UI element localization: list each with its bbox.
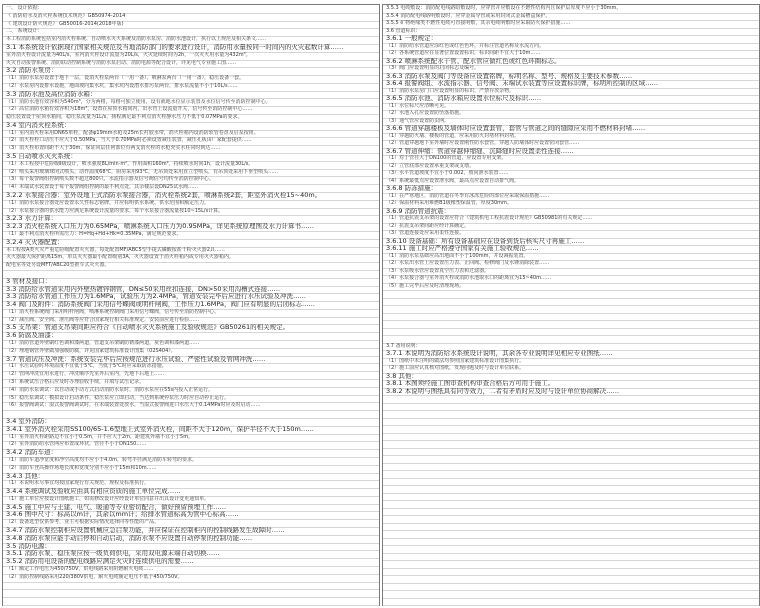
note-text: （2）减压阀、安全阀、泄压阀等应符合国家现行相关标准规定，安装前应进行检验…… <box>6 316 200 323</box>
note-text: 《 建筑设计防火规范》 GB50016-2014(2018年版) <box>6 20 124 27</box>
note-text: （3）水平管道坡度不宜小于0.002，坡向泄水装置…… <box>386 170 509 176</box>
note-text: 3.8 其他： <box>386 372 418 380</box>
note-text: （5）施工完毕后应及时清理现场。 <box>386 282 465 289</box>
note-text: 3.6.8 防冻措施： <box>386 185 438 192</box>
note-text: 3.5 支吊架：管道支吊架间距应符合《自动喷水灭火系统施工及验收规范》GB50261的相关规定。 <box>6 324 290 332</box>
note-text: 3.6.6 管道穿越楼板及墙体时应设置套管，套管与管道之间的缝隙应采用不燃材料封堵…… <box>386 125 646 132</box>
note-text: 火灾自动报警系统、消防联动控制系统与消防水泵启动、消防电源等配合设计，详见电气专业施工图…… <box>6 59 237 66</box>
note-text: 3.5 自动喷水灭火系统： <box>6 153 77 161</box>
note-text: （2）水池入孔应设置防坠落措施。 <box>386 110 465 116</box>
note-text: （1）消防水泵接合器处应设置永久性标志铭牌，并应标明供水系统、供水范围和额定压力。 <box>6 199 210 206</box>
note-text: （1）图纸中未注明的做法均参照国家建筑标准设计图集执行。 <box>386 357 525 364</box>
note-text: （4）末端试水装置设于每个报警阀组控制的最不利点处，其余楼层设DN25试水阀…… <box>6 184 199 191</box>
note-text: （4）消防水泵调试：以自动或手动方式启动消防水泵时，消防水泵应在55s内投入正常运行。 <box>6 386 214 393</box>
note-text: 3.5.1 消防水泵、稳压泵应按一级负荷供电，采用双电源末端自动切换…… <box>6 550 220 558</box>
note-text: 3.6.4 报警阀组、水流指示器、信号阀、末端试水装置等应设置标识牌，标明所控制的区域…… <box>386 80 659 87</box>
note-text: 3.4.7 消防水泵控制柜应设置机械应急启泵功能，并应保证在控制柜内的控制线路发生故障时…… <box>6 527 285 535</box>
note-text: （2）保温材料采用难燃B1级橡塑保温管，厚度30mm。 <box>386 200 512 206</box>
note-text: 3.3 消防给水管道采用内外壁热镀锌钢管，DN≤50采用丝扣连接，DN>50采用沟槽式连接…… <box>6 285 281 293</box>
note-text: （1）施工单位应按设计图纸施工，如需修改设计应经设计单位同意并出具设计变更通知单。 <box>6 495 210 502</box>
note-text: 3 管材及接口： <box>6 277 52 285</box>
note-text: 3.4.6 图中尺寸：标高以m计，其余以mm计；给排水管道标高为管中心标高…… <box>6 511 239 519</box>
note-text: 3.2.3 水力计算： <box>6 215 58 223</box>
note-text: 3.5.2 消防用电设备的配电线路应满足火灾时连续供电的需要…… <box>6 558 194 566</box>
note-text: （1）消防水泵基础应高出地面不小于100mm，并设减振装置。 <box>386 252 529 259</box>
note-text: 稳压装置设于屋顶水箱间，稳压泵流量为1L/s，扬程满足最不利点消火栓静水压力不低于0.07MPa的要求。 <box>6 114 243 121</box>
note-text: 室外消火栓设计流量为40L/s，室内消火栓设计流量为20L/s，火灾延续时间为2h，一次灭火用水量为432m³。 <box>6 51 251 58</box>
note-text: 3.8.1 本图须经施工图审查机构审查合格后方可用于施工。 <box>386 380 555 387</box>
note-text: （1）消防水泵房设置于地下一层，设消火栓泵两台（一用一备）、喷淋泵两台（一用一备），稳压设备一套。 <box>6 75 245 82</box>
note-text: （2）抗震支吊架间距应经计算确定。 <box>386 222 470 229</box>
note-text: （3）水泵吸水管应设置真空压力表和过滤器。 <box>386 267 490 274</box>
right-notes-column <box>382 4 760 606</box>
note-text: （2）水泵接合器的供水能力应满足系统设计流量的要求，每个水泵接合器流量按10~15L/s计算。 <box>6 207 224 214</box>
note-row <box>3 597 379 606</box>
note-text: 3.4.2 消防车道： <box>6 449 58 457</box>
note-text: （6）报警阀调试：湿式报警阀调试时，在末端装置处放水，当湿式报警阀进口水压大于0.14MPa时应及时启动…… <box>6 402 261 409</box>
note-text: （1）消防水泵房门口应设置明显的标识，严禁存放杂物。 <box>386 87 515 94</box>
note-text: 二、 系统设计： <box>6 28 43 35</box>
note-text: 3.6.3 消防水泵及阀门等设备应设置铭牌，标明名称、型号、规格及主要技术参数…… <box>386 72 633 80</box>
note-text: （2）各系统管道应在显著位置设置标识，标识间距不宜大于10m…… <box>386 50 541 56</box>
note-text: 3.6 防腐及油漆： <box>6 332 58 340</box>
note-text: （1）室内消火栓采用DN65单栓，配备φ19mm水枪及25m长衬胶水带，消火栓箱内设消防软管卷盘及启泵按钮。 <box>6 129 259 136</box>
note-text: （2）管道穿越地下室外墙时应设置刚性防水套管，穿越人防墙体时应设置密闭套管…… <box>386 140 580 146</box>
note-text: 3.4.3 其他： <box>6 472 45 480</box>
note-text: （1）消防管道外壁刷红色调和漆两道，管道支吊架刷防锈漆两道，灰色调和漆两道…… <box>6 340 200 347</box>
note-text: 一、 设计依据： <box>6 5 43 11</box>
note-text: 3.2.4 灭火器配置： <box>6 238 64 246</box>
note-text: 3.4 室内消火栓系统： <box>6 121 71 129</box>
note-text: 3.6.5 消防水池、消防水箱应设置水位标尺及标识…… <box>386 95 542 102</box>
note-text: 本工程消防系统包括室内消火栓系统、自动喷水灭火系统及消防水泵房、消防水池设计，执行以上规范及相关条文…… <box>6 36 267 43</box>
note-text: （1）最不利点消火栓所需压力：H=Hq+Hd+Hk=0.35MPa，满足规范要求。 <box>6 230 182 237</box>
note-text: （3）阀门应设置明显的启闭标志及编号。 <box>386 65 480 71</box>
note-text: 3.6.1 一般规定： <box>386 35 438 42</box>
note-text: 3.4.5 施工中应与土建、电气、暖通等专业密切配合，做好预留预埋工作…… <box>6 503 227 511</box>
note-text: 3.1 本系统设计依据现行国家相关规范及当地消防部门的要求进行设计，消防用水量按同一时间内的火灾起数计算…… <box>6 43 344 51</box>
note-text: 3.4 室外消防： <box>6 417 51 425</box>
note-text: 3.3 消防水池及高位消防水箱： <box>6 90 97 98</box>
note-text: （1）本工程按中危险级Ⅱ级设计，喷水强度8L/min·m²，作用面积160m²，持续喷水时间1h，设计流量30L/s。 <box>6 160 254 167</box>
note-text: （5）稳压泵调试：模拟设计启动条件，稳压泵应立即启动，当达到系统停泵压力时应自动停止运行。 <box>6 394 230 401</box>
note-text: 3.7 管道试压及冲洗：系统安装完毕后应按规范进行水压试验、严密性试验及管网冲洗…… <box>6 355 266 363</box>
note-text: 3.2.2 水泵接合器：室外设地上式消防水泵接合器，消火栓系统2套，喷淋系统2套，距室外消火栓15~40m。 <box>6 192 322 199</box>
note-text: （2）埋地钢管外壁做加强级防腐，详见国家建筑标准设计图集《02S404》。 <box>6 347 176 354</box>
note-text: 3.7.1 本说明为消防给水系统设计说明，其余各专业说明详见相应专业图纸…… <box>386 350 613 357</box>
note-text: （1）消防水池有效容积为540m³，分为两格，每格可独立使用，设有就地水位显示装置及水位信号传至消防控制中心。 <box>6 98 271 105</box>
note-text: （1）在严寒地区，消防管道在冬季有冰冻危险的部位应采取保温措施…… <box>386 192 550 199</box>
note-text: 3.5 消防电源： <box>6 542 51 550</box>
note-text: （1）消火栓系统阀门采用明杆闸阀，喷淋系统控制阀门采用信号蝶阀，信号传至消防控制中心。 <box>6 308 220 315</box>
note-text: （2）管网冲洗宜用水进行，冲洗顺序先室外后室内，先地下后地上…… <box>6 371 165 378</box>
note-text: （1）管道抗震支吊架的设置应符合《建筑机电工程抗震设计规范》GB50981的有关规定…… <box>386 215 593 221</box>
note-text: （1）消防给水管道应涂红色或红色色环，并标注管道名称及水流方向。 <box>386 42 545 49</box>
note-text: （2）设备选型仅供参考，业主可根据实际情况选择同等性能的产品。 <box>6 519 160 526</box>
note-text: 3.6.2 喷淋系统配水干管、配水管应做红色或红色环圈标志。 <box>386 57 561 65</box>
note-text: （3）每个报警阀组控制喷头数不超过800只，水流指示器及信号阀信号均传至消防控制中心。 <box>6 176 214 183</box>
note-text: 3.5.5 矿物绝缘类不燃性电缆可直接明敷，其余电缆明敷时应采取防火保护措施…… <box>386 20 571 26</box>
note-text: 本工程按A类火灾严重危险级配置灭火器，每处配置MF/ABC5型手提式磷酸铵盐干粉灭火器2具…… <box>6 246 225 253</box>
note-text: 3.6.9 消防管道抗震： <box>386 207 451 215</box>
note-text: （3）消火栓布置间距不大于30m，保证同层任何部位有两支消火栓的水枪充实水柱同时到达…… <box>6 145 221 152</box>
left-notes-column <box>2 4 380 606</box>
note-text: （3）通气管应设置防虫网。 <box>386 117 450 124</box>
note-text: （1）本说明未尽事宜均按国家现行有关规范、规程及标准执行。 <box>6 480 150 487</box>
note-text: （1）穿越防火墙、楼板的管道，应采用防火封堵材料封堵。 <box>386 132 520 139</box>
note-text: （2）水泵房内设排水设施，地面坡向集水坑，集水坑内设潜水排污泵两台，排水泵流量不小于10L/s…… <box>6 82 238 89</box>
note-text: （4）系统最低点应设置泄水阀，最高点应设置自动排气阀。 <box>386 177 520 184</box>
note-text: （2）水泵出水管上应设置压力表、止回阀、检修阀门及水锤消除装置…… <box>386 260 550 266</box>
note-text: 《 消防给水及消火栓系统技术规范》GB50974-2014 <box>6 12 126 19</box>
note-text: 3.4.8 消防水泵应能手动启停和自动启动，消防水泵不应设置自动停泵的控制功能…… <box>6 534 253 542</box>
note-text: 3.8.2 本说明与图纸具有同等效力，二者有矛盾时应及时与设计单位协商解决…… <box>386 387 620 395</box>
note-text: 3.4.4 系统调试及验收应由具有相应资质的施工单位完成…… <box>6 488 181 496</box>
note-text: 3.6.11 施工时应严格遵守国家有关施工验收规范…… <box>386 245 539 252</box>
note-text: 3.6 管道标识： <box>386 27 421 34</box>
note-text: （2）喷头采用玻璃球闭式喷头，动作温度68℃，厨房采用93℃，无吊顶处采用直立型喷头，有吊顶处采用下垂型喷头…… <box>6 168 279 175</box>
note-text: （1）额定工作电压为450/750V，供电线路采用阻燃耐火电缆…… <box>6 566 154 573</box>
note-text: （2）室外消防给水管网应布置成环状，管径不小于DN150…… <box>6 441 147 448</box>
note-text: （2）消防控制线路采用220/380V供电，耐火电缆额定电压不低于450/750V。 <box>6 573 183 580</box>
note-text: 3.2.3 消火栓系统入口压力为0.65MPa，喷淋系统入口压力为0.95MPa，详见系统原理图及水力计算书…… <box>6 223 314 231</box>
note-text: （2）消防车登高操作场地长度和宽度分别不应小于15m和10m…… <box>6 464 157 471</box>
note-text: 3.6.10 设备基础：所有设备基础应在设备到货后核实尺寸再施工…… <box>386 237 585 245</box>
note-text: 3.5.3 电缆敷设：消防配电线路暗敷设时，应穿管并应敷设在不燃性结构内且保护层厚度不应小于30mm。 <box>386 5 622 11</box>
note-text: （2）高位消防水箱有效容积为18m³，设置在屋顶水箱间内，出水管上设流量开关，信号传至消防控制中心…… <box>6 106 253 113</box>
note-text: 灭火器最大保护距离15m，单具灭火器最小配置级别3A，灭火器设置于消火栓箱内或专用灭火器箱内。 <box>6 254 234 261</box>
note-text: （4）水泵接合器与室外消火栓或消防水池取水口的距离宜为15~40m…… <box>386 275 551 281</box>
note-text: （1）水位标尺应清晰可见。 <box>386 102 450 109</box>
note-text: 3.2 消防水泵房： <box>6 67 58 75</box>
note-text: （2）施工前应认真核对图纸，发现问题及时与设计单位联系。 <box>386 365 525 371</box>
note-text: 3.7 备用说明： <box>386 342 421 349</box>
note-text: （1）对于管径大于DN100的管道，应设置专用支架。 <box>386 155 507 161</box>
note-text: 3.4 阀门及附件：消防系统阀门采用信号蝶阀或明杆闸阀，工作压力1.6MPa，阀门应有明显的启闭标志…… <box>6 301 315 309</box>
note-text: 配电室等处另设MFT/ABC20型推车式灭火器。 <box>6 262 110 269</box>
note-text: 3.3 消防给水管道工作压力为1.6MPa，试验压力为2.4MPa，管道安装完毕后应进行水压试验及冲洗…… <box>6 293 307 301</box>
note-row <box>383 598 759 607</box>
note-text: （2）消火栓栓口动压不应大于0.50MPa，当大于0.70MPa时必须设置减压装置，减压孔板由厂家配套提供…… <box>6 137 252 144</box>
note-text: （3）管道连接处应采用柔性连接。 <box>386 230 465 236</box>
note-text: 3.4.1 室外消火栓采用SS100/65-1.6型地上式室外消火栓，间距不大于120m，保护半径不大于150m…… <box>6 425 314 433</box>
note-text: 3.6.7 管道伸缩：管道穿越伸缩缝、沉降缝时应设置柔性连接…… <box>386 147 574 155</box>
note-text: 3.5.4 消防配电线路明敷设时，应穿金属导管或采用封闭式金属槽盒保护。 <box>386 12 551 19</box>
note-text: （1）室外消火栓距路边不宜小于0.5m，并不应大于2m，距建筑外墙不宜小于5m。 <box>6 433 194 440</box>
note-text: （1）消防车道净宽度和净空高度均不应小于4.0m，转弯半径满足消防车转弯的要求。 <box>6 456 198 463</box>
note-text: （3）系统试压合格后应及时办理验收手续，并填写试压记录。 <box>6 379 145 386</box>
note-text: （1）水压试验时环境温度不宜低于5℃，当低于5℃时应采取防冻措施。 <box>6 363 167 370</box>
note-text: （2）立管底部应设置承重支架或支墩。 <box>386 162 475 169</box>
